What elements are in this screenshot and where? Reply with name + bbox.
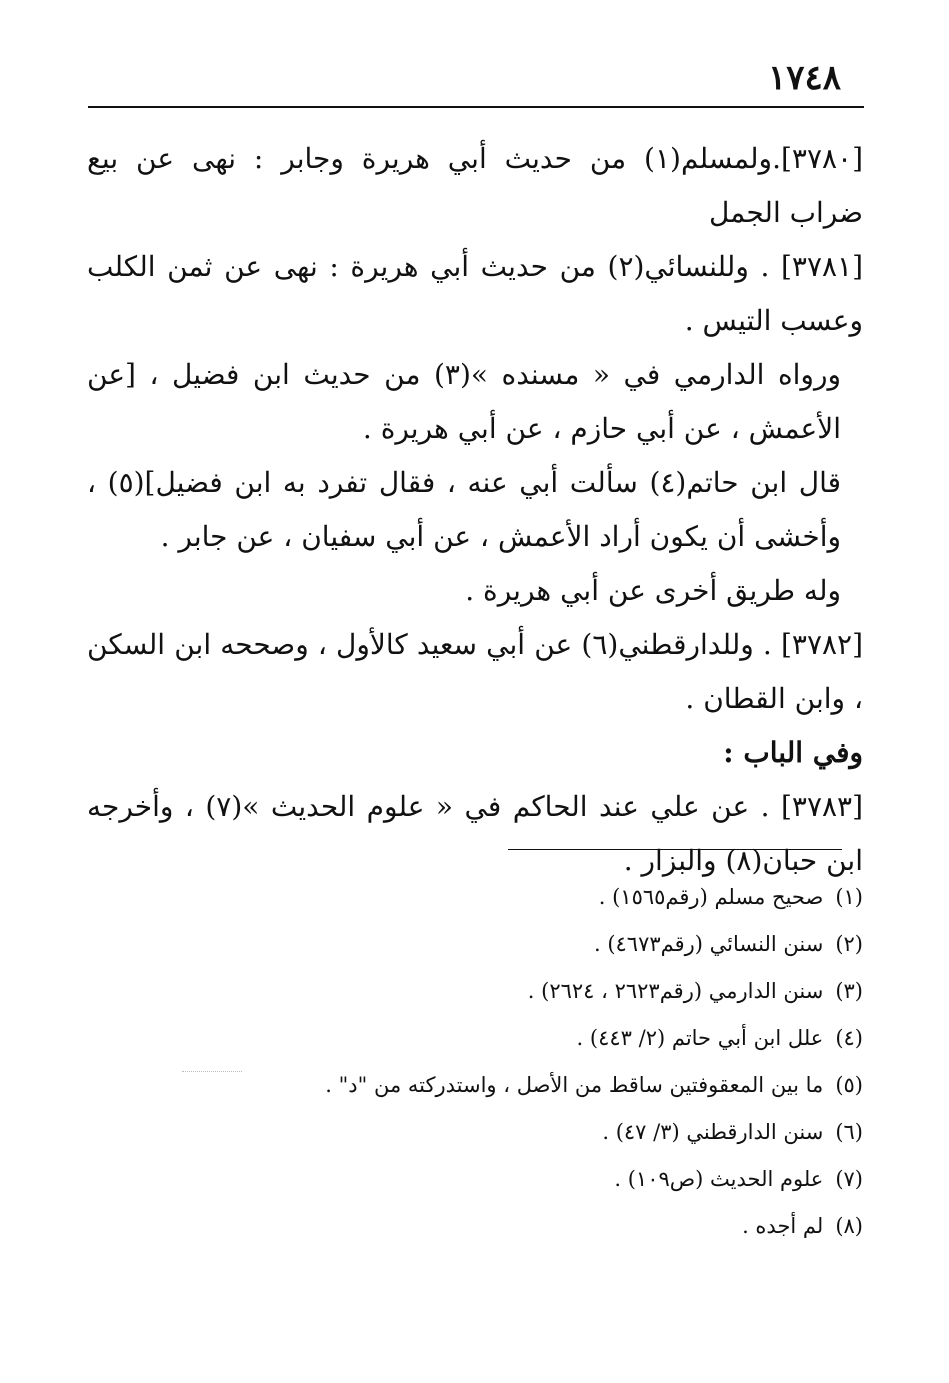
paragraph-3781: [٣٧٨١] . وللنسائي(٢) من حديث أبي هريرة : نهى عن ثمن الكلب وعسب التيس .: [87, 250, 863, 337]
footnote-text: سنن النسائي (رقم٤٦٧٣) .: [593, 932, 824, 956]
scan-speck: [182, 1071, 242, 1072]
footnote-number: (١): [835, 885, 863, 909]
paragraph-3783: [٣٧٨٣] . عن علي عند الحاكم في « علوم الحديث »(٧) ، وأخرجه ابن حبان(٨) والبزار .: [87, 790, 864, 877]
footnote-text: سنن الدارقطني (٣/ ٤٧) .: [602, 1120, 824, 1144]
footnote-number: (٤): [835, 1026, 863, 1050]
footnote-item: [87, 1062, 863, 1109]
footnote-item: [87, 968, 863, 1015]
footnote-number: (٧): [835, 1167, 863, 1191]
paragraph-other-route: وله طريق أخرى عن أبي هريرة .: [465, 574, 841, 607]
paragraph-3780: [٣٧٨٠].ولمسلم(١) من حديث أبي هريرة وجابر : نهى عن بيع ضراب الجمل: [87, 142, 863, 229]
footnote-number: (٦): [835, 1120, 863, 1144]
footnote-text: علوم الحديث (ص١٠٩) .: [614, 1167, 824, 1191]
footnote-text: لم أجده .: [742, 1214, 824, 1238]
header-rule: [88, 106, 864, 108]
footnote-text: علل ابن أبي حاتم (٢/ ٤٤٣) .: [576, 1026, 824, 1050]
footnote-text: صحيح مسلم (رقم١٥٦٥) .: [598, 885, 824, 909]
footnote-item: [87, 1109, 863, 1156]
footnotes: [87, 874, 863, 1250]
footnote-item: [87, 874, 863, 921]
page-number: ١٧٤٨: [767, 58, 841, 98]
footnote-text: ما بين المعقوفتين ساقط من الأصل ، واستدركته من "د" .: [325, 1073, 824, 1097]
footnote-text: سنن الدارمي (رقم٢٦٢٣ ، ٢٦٢٤) .: [527, 979, 824, 1003]
footnote-item: [87, 1156, 863, 1203]
section-heading: وفي الباب :: [723, 736, 863, 769]
footnote-number: (٥): [835, 1073, 863, 1097]
footnote-separator: [508, 849, 842, 850]
footnote-item: [87, 1203, 863, 1250]
footnote-number: (٨): [835, 1214, 863, 1238]
footnote-number: (٢): [835, 932, 863, 956]
footnote-item: [87, 921, 863, 968]
footnote-item: [87, 1015, 863, 1062]
paragraph-ibn-hatim: قال ابن حاتم(٤) سألت أبي عنه ، فقال تفرد به ابن فضيل](٥) ، وأخشى أن يكون أراد الأعمش ، عن أبي سفيان ، عن جابر .: [87, 466, 841, 553]
paragraph-3782: [٣٧٨٢] . وللدارقطني(٦) عن أبي سعيد كالأول ، وصححه ابن السكن ، وابن القطان .: [87, 628, 863, 715]
footnote-number: (٣): [835, 979, 863, 1003]
main-text: [87, 132, 863, 888]
paragraph-darimi: ورواه الدارمي في « مسنده »(٣) من حديث ابن فضيل ، [عن الأعمش ، عن أبي حازم ، عن أبي هريرة .: [87, 358, 841, 445]
